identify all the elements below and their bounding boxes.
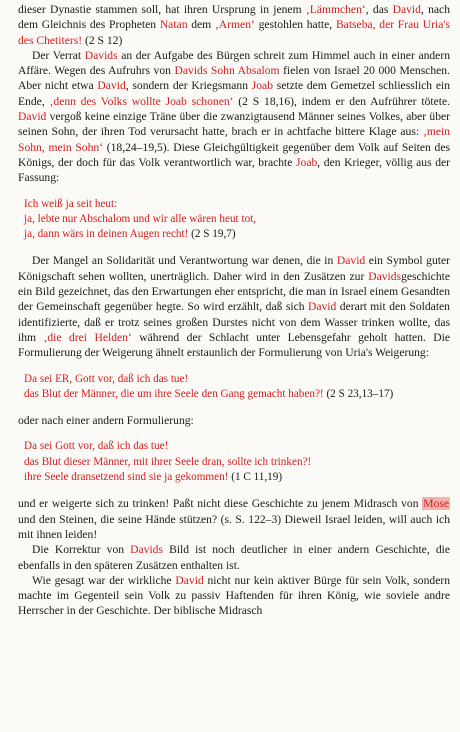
- quote-text: ja, dann wärs in deinen Augen recht!: [24, 228, 189, 241]
- text: (18,24–19,5). Diese Gleichgültigkeit gegenüber dem Volk auf Seiten des Königs, der doch für das Volk verantwortlich war, brachte: [18, 140, 450, 169]
- text: Der Verrat: [32, 48, 85, 62]
- quote-block-1: [18, 197, 450, 243]
- quote-line: Da sei ER, Gott vor, daß ich das tue!: [24, 372, 189, 385]
- red-term: ‚die drei Helden‘: [43, 330, 132, 344]
- red-term: David: [336, 254, 366, 268]
- text: vergoß keine einzige Träne über die zwanzigtausend Männer seines Volkes, aber über seinen Sohn, der ihren Tod verursacht hatte, brach er in achtfache bittere Klage aus:: [18, 110, 450, 139]
- text: fielen von Israel 20 000 Menschen. Aber nicht etwa: [18, 64, 451, 93]
- paragraph-4: oder nach einer andern Formulierung:: [18, 414, 194, 428]
- spacer: [18, 361, 450, 372]
- text: und den Steinen, die seine Hände stützen? (s. S. 122–3) Dieweil Israel leiden, will auch ich mit ihnen leiden!: [18, 512, 450, 541]
- red-term: ‚Lämmchen‘: [305, 3, 366, 16]
- quote-line: das Blut dieser Männer, mit ihrer Seele dran, sollte ich trinken?!: [24, 455, 312, 468]
- red-term: David: [175, 573, 204, 587]
- red-term: Davids: [368, 269, 402, 283]
- spacer: [18, 186, 450, 197]
- paragraph-7: [18, 573, 450, 619]
- text: Die Korrektur von: [32, 543, 131, 557]
- spacer: [18, 242, 450, 253]
- red-term: Davids: [84, 48, 118, 62]
- citation: (2 S 23,13–17): [323, 387, 394, 400]
- red-term: Joab: [296, 155, 318, 169]
- citation: (1 C 11,19): [228, 471, 283, 484]
- red-term: Natan: [159, 18, 188, 32]
- quote-line: [24, 227, 450, 242]
- text: Bild ist noch deutlicher in einer andern Geschichte, die ebenfalls in den späteren Zusätzen enthalten ist.: [18, 543, 450, 572]
- paragraph-6: [18, 542, 450, 573]
- spacer: [18, 402, 450, 413]
- red-term: David: [18, 110, 47, 124]
- quote-line: [24, 470, 450, 485]
- text: ein Symbol guter Königschaft sehen wollten, unerträglich. Daher wird in den Zusätzen zur: [18, 254, 450, 283]
- text: (2 S 18,16), indem er den Aufrührer tötete.: [233, 94, 450, 108]
- text: , das: [365, 3, 393, 16]
- text: nicht nur kein aktiver Bürge für sein Volk, sondern machte im Gegenteil sein Volk zu passiv Haftenden für ihren König, wie soviele andre Herrscher in der Geschichte. Der biblische Midrasch: [18, 573, 451, 618]
- text: , sondern der Kriegsmann: [125, 79, 252, 93]
- text: und er weigerte sich zu trinken! Paßt nicht diese Geschichte zu jenem Midrasch von: [18, 497, 423, 511]
- text: an der Aufgabe des Bürgen schreit zum Himmel auch in einer andern Affäre. Wegen des Aufruhrs von: [18, 48, 450, 78]
- text: derart mit den Soldaten identifizierte, daß er trotz seines großen Durstes nicht von dem Wasser trinken wollte, das ihm: [18, 300, 450, 344]
- quote-text: ihre Seele dransetzend sind sie ja gekommen!: [24, 471, 229, 484]
- quote-text: das Blut der Männer, die um ihre Seele den Gang gemacht haben?!: [24, 387, 324, 400]
- text: gestohlen hatte,: [254, 18, 336, 32]
- red-term: David: [97, 79, 126, 93]
- citation: (2 S 19,7): [188, 228, 236, 241]
- quote-block-2: [18, 372, 450, 403]
- quote-line: Da sei Gott vor, daß ich das tue!: [24, 440, 169, 453]
- text: (2 S 12): [82, 33, 123, 47]
- red-term: Batseba, der Frau Uria's des Chetiters!: [18, 18, 450, 47]
- text: während der Schlacht unter Lebensgefahr geholt hatten. Die Formulierung der Weigerung ähnelt erstaunlich der Formulierung von Uria's Weigerung:: [18, 330, 450, 360]
- red-term: David: [392, 3, 421, 16]
- text: dem: [187, 18, 215, 32]
- text: setzte dem Gemetzel schliesslich ein Ende,: [18, 79, 450, 108]
- paragraph-1: [18, 2, 450, 48]
- text: dieser Dynastie stammen soll, hat ihren Ursprung in jenem: [18, 3, 306, 16]
- red-term: ‚Armen‘: [214, 18, 255, 32]
- text: Der Mangel an Solidarität und Verantwortung war denen, die in: [32, 254, 337, 268]
- highlighted-term: Mose: [423, 497, 449, 511]
- spacer: [18, 485, 450, 496]
- paragraph-5: [18, 496, 450, 542]
- text: geschichte ein Bild gezeichnet, das den Erwartungen eher entspricht, die man in Israel einem Gesandten der Gemeinschaft gegenüber hegte. So wird erzählt, daß sich: [18, 269, 450, 314]
- quote-block-3: [18, 439, 450, 485]
- text: , nach dem Gleichnis des Propheten: [18, 3, 450, 32]
- red-term: Joab: [251, 79, 273, 93]
- paragraph-2: [18, 48, 450, 186]
- red-term: ‚mein Sohn, mein Sohn‘: [18, 125, 450, 154]
- red-term: Davids Sohn Absalom: [174, 64, 280, 78]
- spacer: [18, 428, 450, 439]
- quote-line: Ich weiß ja seit heut:: [24, 197, 118, 210]
- paragraph-3: [18, 253, 450, 360]
- red-term: Davids: [130, 543, 163, 557]
- quote-line: [24, 387, 450, 402]
- quote-line: ja, lebte nur Abschalom und wir alle wären heut tot,: [24, 212, 257, 225]
- text: Wie gesagt war der wirkliche: [32, 573, 176, 587]
- red-term: David: [307, 300, 337, 314]
- red-term: ‚denn des Volks wollte Joab schonen‘: [49, 94, 234, 108]
- text: , den Krieger, völlig aus der Fassung:: [18, 155, 451, 185]
